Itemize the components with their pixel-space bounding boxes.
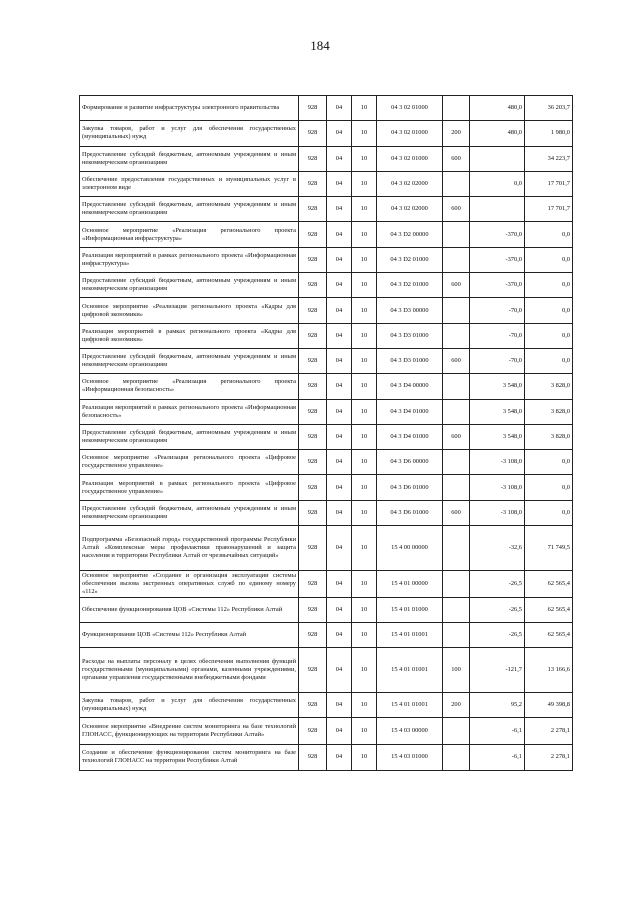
change-amount-cell: 480,0 xyxy=(470,121,525,146)
expense-type-cell: 600 xyxy=(443,500,470,525)
ministry-code-cell: 928 xyxy=(299,121,327,146)
subsection-code-cell: 10 xyxy=(352,717,377,744)
change-amount-cell: -3 108,0 xyxy=(470,475,525,500)
change-amount-cell: 0,0 xyxy=(470,171,525,196)
total-amount-cell: 62 565,4 xyxy=(525,597,573,622)
row-name-cell: Обеспечение функционирования ЦОВ «Системы 112» Республики Алтай xyxy=(80,597,299,622)
target-article-cell: 04 3 02 01000 xyxy=(377,121,443,146)
ministry-code-cell: 928 xyxy=(299,622,327,647)
subsection-code-cell: 10 xyxy=(352,96,377,121)
table-row xyxy=(80,424,573,449)
change-amount-cell: -121,7 xyxy=(470,648,525,693)
change-amount-cell: -370,0 xyxy=(470,273,525,298)
subsection-code-cell: 10 xyxy=(352,526,377,571)
row-name-cell: Основное мероприятие «Внедрение систем мониторинга на базе технологий ГЛОНАСС, функционирующих на территории Республики Алтай» xyxy=(80,717,299,744)
change-amount-cell: -26,5 xyxy=(470,570,525,597)
table-row xyxy=(80,570,573,597)
change-amount-cell: 480,0 xyxy=(470,96,525,121)
row-name-cell: Основное мероприятие «Реализация регионального проекта «Кадры для цифровой экономики» xyxy=(80,298,299,323)
table-row xyxy=(80,247,573,272)
change-amount-cell: -370,0 xyxy=(470,247,525,272)
section-code-cell: 04 xyxy=(327,597,352,622)
table-row xyxy=(80,96,573,121)
section-code-cell: 04 xyxy=(327,692,352,717)
table-row xyxy=(80,597,573,622)
target-article-cell: 15 4 01 01001 xyxy=(377,692,443,717)
total-amount-cell: 13 166,6 xyxy=(525,648,573,693)
change-amount-cell: 95,2 xyxy=(470,692,525,717)
ministry-code-cell: 928 xyxy=(299,399,327,424)
expense-type-cell: 100 xyxy=(443,648,470,693)
change-amount-cell xyxy=(470,146,525,171)
subsection-code-cell: 10 xyxy=(352,197,377,222)
row-name-cell: Закупка товаров, работ и услуг для обеспечения государственных (муниципальных) нужд xyxy=(80,692,299,717)
row-name-cell: Реализация мероприятий в рамках регионального проекта «Цифровое государственное управление» xyxy=(80,475,299,500)
total-amount-cell: 0,0 xyxy=(525,323,573,348)
target-article-cell: 04 3 02 02000 xyxy=(377,197,443,222)
change-amount-cell: 3 548,0 xyxy=(470,374,525,399)
row-name-cell: Создание и обеспечение функционирования систем мониторинга на базе технологий ГЛОНАСС на территории Республики Алтай xyxy=(80,744,299,771)
total-amount-cell: 71 749,5 xyxy=(525,526,573,571)
ministry-code-cell: 928 xyxy=(299,171,327,196)
section-code-cell: 04 xyxy=(327,648,352,693)
change-amount-cell: -6,1 xyxy=(470,717,525,744)
target-article-cell: 15 4 03 01000 xyxy=(377,744,443,771)
total-amount-cell: 0,0 xyxy=(525,348,573,373)
section-code-cell: 04 xyxy=(327,247,352,272)
expense-type-cell xyxy=(443,323,470,348)
target-article-cell: 15 4 01 01001 xyxy=(377,622,443,647)
target-article-cell: 04 3 D4 01000 xyxy=(377,399,443,424)
expense-type-cell xyxy=(443,399,470,424)
target-article-cell: 15 4 00 00000 xyxy=(377,526,443,571)
target-article-cell: 04 3 02 01000 xyxy=(377,146,443,171)
target-article-cell: 04 3 02 01000 xyxy=(377,96,443,121)
ministry-code-cell: 928 xyxy=(299,273,327,298)
section-code-cell: 04 xyxy=(327,717,352,744)
total-amount-cell: 17 701,7 xyxy=(525,171,573,196)
table-row xyxy=(80,146,573,171)
table-row xyxy=(80,323,573,348)
expense-type-cell xyxy=(443,717,470,744)
change-amount-cell: -3 108,0 xyxy=(470,500,525,525)
total-amount-cell: 0,0 xyxy=(525,273,573,298)
expense-type-cell: 600 xyxy=(443,424,470,449)
subsection-code-cell: 10 xyxy=(352,450,377,475)
table-row xyxy=(80,171,573,196)
ministry-code-cell: 928 xyxy=(299,744,327,771)
target-article-cell: 04 3 D3 01000 xyxy=(377,323,443,348)
subsection-code-cell: 10 xyxy=(352,146,377,171)
row-name-cell: Закупка товаров, работ и услуг для обеспечения государственных (муниципальных) нужд xyxy=(80,121,299,146)
expense-type-cell xyxy=(443,96,470,121)
change-amount-cell: 3 548,0 xyxy=(470,424,525,449)
row-name-cell: Предоставление субсидий бюджетным, автономным учреждениям и иным некоммерческим организациям xyxy=(80,146,299,171)
subsection-code-cell: 10 xyxy=(352,500,377,525)
section-code-cell: 04 xyxy=(327,273,352,298)
row-name-cell: Функционирование ЦОВ «Системы 112» Республики Алтай xyxy=(80,622,299,647)
total-amount-cell: 62 565,4 xyxy=(525,622,573,647)
total-amount-cell: 34 223,7 xyxy=(525,146,573,171)
change-amount-cell: -26,5 xyxy=(470,622,525,647)
section-code-cell: 04 xyxy=(327,171,352,196)
expense-type-cell xyxy=(443,247,470,272)
target-article-cell: 04 3 D6 01000 xyxy=(377,475,443,500)
total-amount-cell: 49 398,8 xyxy=(525,692,573,717)
table-row xyxy=(80,717,573,744)
row-name-cell: Реализация мероприятий в рамках регионального проекта «Информационная безопасность» xyxy=(80,399,299,424)
row-name-cell: Обеспечение предоставления государственных и муниципальных услуг в электронном виде xyxy=(80,171,299,196)
row-name-cell: Предоставление субсидий бюджетным, автономным учреждениям и иным некоммерческим организациям xyxy=(80,197,299,222)
change-amount-cell: -3 108,0 xyxy=(470,450,525,475)
section-code-cell: 04 xyxy=(327,348,352,373)
ministry-code-cell: 928 xyxy=(299,526,327,571)
table-row xyxy=(80,648,573,693)
change-amount-cell: -32,6 xyxy=(470,526,525,571)
row-name-cell: Предоставление субсидий бюджетным, автономным учреждениям и иным некоммерческим организациям xyxy=(80,424,299,449)
table-row xyxy=(80,399,573,424)
section-code-cell: 04 xyxy=(327,222,352,247)
page-number: 184 xyxy=(310,38,330,53)
row-name-cell: Предоставление субсидий бюджетным, автономным учреждениям и иным некоммерческим организациям xyxy=(80,500,299,525)
expense-type-cell: 600 xyxy=(443,273,470,298)
expense-type-cell: 600 xyxy=(443,348,470,373)
table-row xyxy=(80,298,573,323)
ministry-code-cell: 928 xyxy=(299,222,327,247)
change-amount-cell: -70,0 xyxy=(470,298,525,323)
total-amount-cell: 0,0 xyxy=(525,298,573,323)
target-article-cell: 15 4 03 00000 xyxy=(377,717,443,744)
expense-type-cell xyxy=(443,171,470,196)
table-row xyxy=(80,526,573,571)
expense-type-cell xyxy=(443,597,470,622)
table-row xyxy=(80,450,573,475)
table-body xyxy=(80,96,573,771)
expense-type-cell xyxy=(443,744,470,771)
target-article-cell: 04 3 D2 01000 xyxy=(377,273,443,298)
expense-type-cell xyxy=(443,622,470,647)
change-amount-cell xyxy=(470,197,525,222)
subsection-code-cell: 10 xyxy=(352,323,377,348)
total-amount-cell: 0,0 xyxy=(525,247,573,272)
ministry-code-cell: 928 xyxy=(299,323,327,348)
subsection-code-cell: 10 xyxy=(352,399,377,424)
table-row xyxy=(80,222,573,247)
total-amount-cell: 3 828,0 xyxy=(525,374,573,399)
row-name-cell: Подпрограмма «Безопасный город» государственной программы Республики Алтай «Комплексные меры профилактики правонарушений и защита населения и территории Республики Алтай от чрезвычайных ситуаций» xyxy=(80,526,299,571)
table-row xyxy=(80,121,573,146)
expense-type-cell xyxy=(443,570,470,597)
subsection-code-cell: 10 xyxy=(352,570,377,597)
ministry-code-cell: 928 xyxy=(299,692,327,717)
ministry-code-cell: 928 xyxy=(299,197,327,222)
subsection-code-cell: 10 xyxy=(352,222,377,247)
section-code-cell: 04 xyxy=(327,475,352,500)
subsection-code-cell: 10 xyxy=(352,424,377,449)
section-code-cell: 04 xyxy=(327,622,352,647)
section-code-cell: 04 xyxy=(327,146,352,171)
row-name-cell: Реализация мероприятий в рамках регионального проекта «Информационная инфраструктура» xyxy=(80,247,299,272)
ministry-code-cell: 928 xyxy=(299,597,327,622)
target-article-cell: 04 3 D2 01000 xyxy=(377,247,443,272)
row-name-cell: Основное мероприятие «Реализация регионального проекта «Информационная безопасность» xyxy=(80,374,299,399)
change-amount-cell: -6,1 xyxy=(470,744,525,771)
budget-table xyxy=(79,95,573,771)
total-amount-cell: 0,0 xyxy=(525,222,573,247)
section-code-cell: 04 xyxy=(327,526,352,571)
section-code-cell: 04 xyxy=(327,450,352,475)
ministry-code-cell: 928 xyxy=(299,570,327,597)
ministry-code-cell: 928 xyxy=(299,348,327,373)
row-name-cell: Расходы на выплаты персоналу в целях обеспечения выполнения функций государственными (муниципальными) органами, казенными учреждениями, органами управления государственными внебюджетными фондами xyxy=(80,648,299,693)
table-row xyxy=(80,744,573,771)
subsection-code-cell: 10 xyxy=(352,348,377,373)
total-amount-cell: 0,0 xyxy=(525,475,573,500)
table-row xyxy=(80,273,573,298)
expense-type-cell: 600 xyxy=(443,146,470,171)
expense-type-cell: 200 xyxy=(443,121,470,146)
ministry-code-cell: 928 xyxy=(299,374,327,399)
target-article-cell: 04 3 D2 00000 xyxy=(377,222,443,247)
target-article-cell: 15 4 01 01001 xyxy=(377,648,443,693)
expense-type-cell xyxy=(443,475,470,500)
target-article-cell: 04 3 D6 00000 xyxy=(377,450,443,475)
section-code-cell: 04 xyxy=(327,197,352,222)
table-row xyxy=(80,692,573,717)
ministry-code-cell: 928 xyxy=(299,146,327,171)
row-name-cell: Основное мероприятие «Создание и организация эксплуатации системы обеспечения вызова экстренных оперативных служб по единому номеру «112» xyxy=(80,570,299,597)
change-amount-cell: -70,0 xyxy=(470,348,525,373)
ministry-code-cell: 928 xyxy=(299,475,327,500)
subsection-code-cell: 10 xyxy=(352,374,377,399)
ministry-code-cell: 928 xyxy=(299,96,327,121)
total-amount-cell: 2 278,1 xyxy=(525,717,573,744)
subsection-code-cell: 10 xyxy=(352,273,377,298)
row-name-cell: Предоставление субсидий бюджетным, автономным учреждениям и иным некоммерческим организациям xyxy=(80,348,299,373)
change-amount-cell: -70,0 xyxy=(470,323,525,348)
section-code-cell: 04 xyxy=(327,323,352,348)
section-code-cell: 04 xyxy=(327,744,352,771)
ministry-code-cell: 928 xyxy=(299,424,327,449)
row-name-cell: Реализация мероприятий в рамках регионального проекта «Кадры для цифровой экономики» xyxy=(80,323,299,348)
table-row xyxy=(80,197,573,222)
change-amount-cell: -370,0 xyxy=(470,222,525,247)
subsection-code-cell: 10 xyxy=(352,298,377,323)
target-article-cell: 15 4 01 00000 xyxy=(377,570,443,597)
target-article-cell: 04 3 D3 01000 xyxy=(377,348,443,373)
subsection-code-cell: 10 xyxy=(352,744,377,771)
row-name-cell: Основное мероприятие «Реализация регионального проекта «Информационная инфраструктура» xyxy=(80,222,299,247)
expense-type-cell xyxy=(443,526,470,571)
ministry-code-cell: 928 xyxy=(299,500,327,525)
expense-type-cell: 200 xyxy=(443,692,470,717)
subsection-code-cell: 10 xyxy=(352,475,377,500)
row-name-cell: Предоставление субсидий бюджетным, автономным учреждениям и иным некоммерческим организациям xyxy=(80,273,299,298)
section-code-cell: 04 xyxy=(327,570,352,597)
subsection-code-cell: 10 xyxy=(352,648,377,693)
table-row xyxy=(80,475,573,500)
target-article-cell: 04 3 D6 01000 xyxy=(377,500,443,525)
total-amount-cell: 0,0 xyxy=(525,500,573,525)
total-amount-cell: 3 828,0 xyxy=(525,424,573,449)
subsection-code-cell: 10 xyxy=(352,622,377,647)
row-name-cell: Основное мероприятие «Реализация регионального проекта «Цифровое государственное управление» xyxy=(80,450,299,475)
total-amount-cell: 0,0 xyxy=(525,450,573,475)
section-code-cell: 04 xyxy=(327,424,352,449)
subsection-code-cell: 10 xyxy=(352,692,377,717)
ministry-code-cell: 928 xyxy=(299,298,327,323)
total-amount-cell: 2 278,1 xyxy=(525,744,573,771)
section-code-cell: 04 xyxy=(327,96,352,121)
expense-type-cell xyxy=(443,374,470,399)
expense-type-cell: 600 xyxy=(443,197,470,222)
expense-type-cell xyxy=(443,450,470,475)
target-article-cell: 04 3 D4 01000 xyxy=(377,424,443,449)
total-amount-cell: 17 701,7 xyxy=(525,197,573,222)
target-article-cell: 04 3 D3 00000 xyxy=(377,298,443,323)
row-name-cell: Формирование и развитие инфраструктуры электронного правительства xyxy=(80,96,299,121)
section-code-cell: 04 xyxy=(327,298,352,323)
subsection-code-cell: 10 xyxy=(352,597,377,622)
section-code-cell: 04 xyxy=(327,374,352,399)
total-amount-cell: 62 565,4 xyxy=(525,570,573,597)
total-amount-cell: 1 980,0 xyxy=(525,121,573,146)
ministry-code-cell: 928 xyxy=(299,247,327,272)
subsection-code-cell: 10 xyxy=(352,247,377,272)
ministry-code-cell: 928 xyxy=(299,450,327,475)
ministry-code-cell: 928 xyxy=(299,648,327,693)
section-code-cell: 04 xyxy=(327,399,352,424)
total-amount-cell: 36 203,7 xyxy=(525,96,573,121)
section-code-cell: 04 xyxy=(327,500,352,525)
table-row xyxy=(80,622,573,647)
table-row xyxy=(80,348,573,373)
subsection-code-cell: 10 xyxy=(352,121,377,146)
change-amount-cell: -26,5 xyxy=(470,597,525,622)
target-article-cell: 15 4 01 01000 xyxy=(377,597,443,622)
total-amount-cell: 3 828,0 xyxy=(525,399,573,424)
ministry-code-cell: 928 xyxy=(299,717,327,744)
target-article-cell: 04 3 02 02000 xyxy=(377,171,443,196)
section-code-cell: 04 xyxy=(327,121,352,146)
expense-type-cell xyxy=(443,222,470,247)
table-row xyxy=(80,500,573,525)
subsection-code-cell: 10 xyxy=(352,171,377,196)
table-row xyxy=(80,374,573,399)
target-article-cell: 04 3 D4 00000 xyxy=(377,374,443,399)
expense-type-cell xyxy=(443,298,470,323)
change-amount-cell: 3 548,0 xyxy=(470,399,525,424)
